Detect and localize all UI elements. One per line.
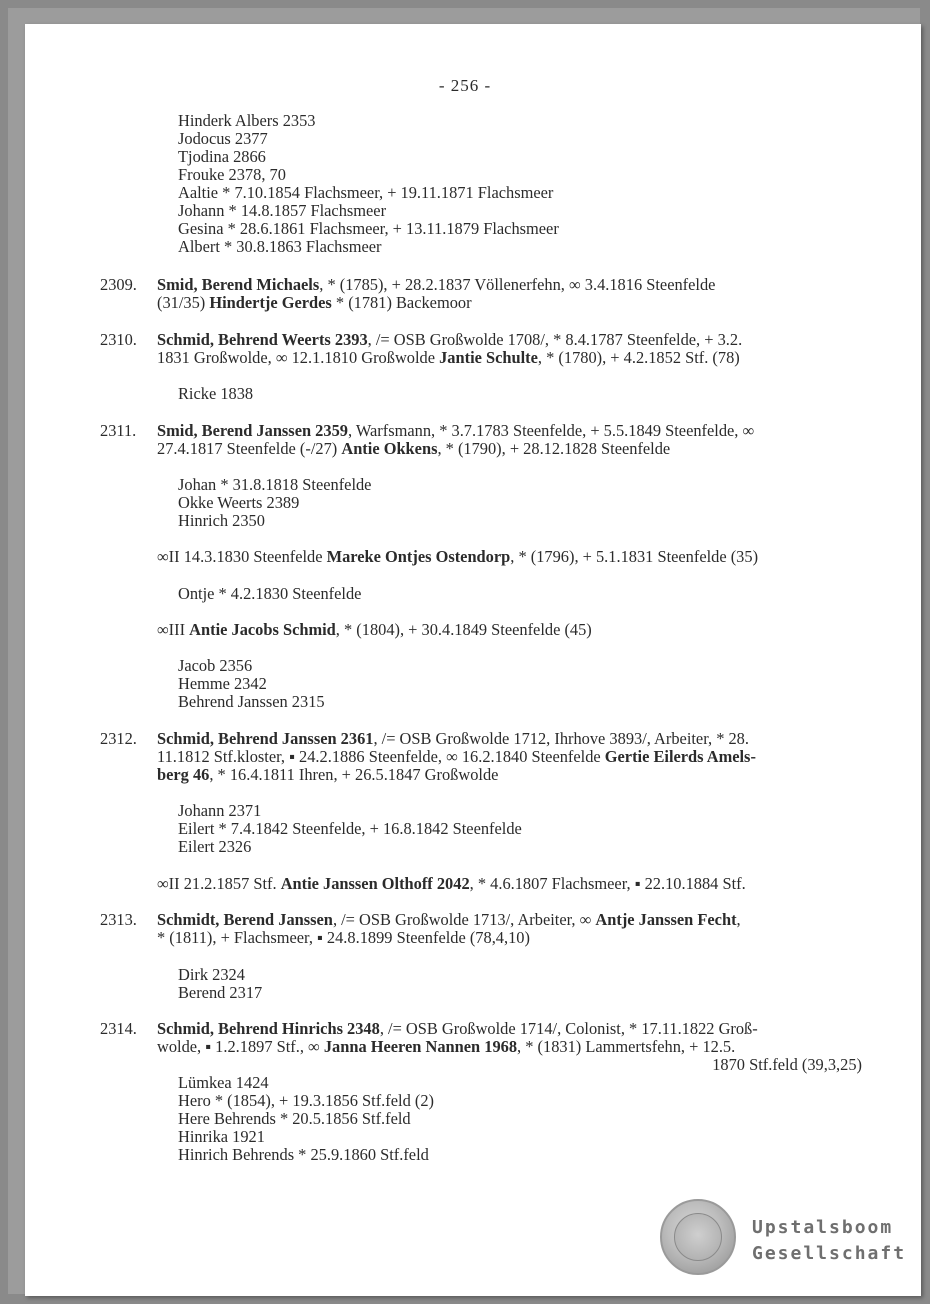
child-item: Hinrika 1921 — [178, 1127, 265, 1146]
child-item: Berend 2317 — [178, 983, 263, 1002]
child-item: Hero * (1854), + 19.3.1856 Stf.feld (2) — [178, 1091, 434, 1110]
entry-line — [157, 440, 670, 458]
spouse-name: Mareke Ontjes Ostendorp — [326, 547, 511, 566]
list-item: Tjodina 2866 — [178, 147, 266, 166]
entry-number: 2313. — [100, 910, 137, 929]
entry-line — [157, 276, 715, 294]
entry-number: 2312. — [100, 729, 137, 748]
child-item: Here Behrends * 20.5.1856 Stf.feld — [178, 1109, 411, 1128]
entry-line: * (1811), + Flachsmeer, ▪ 24.8.1899 Steenfelde (78,4,10) — [157, 928, 530, 947]
entry-text: * (1781) Backemoor — [331, 293, 472, 312]
entry-number: 2314. — [100, 1019, 137, 1038]
spouse-name: Gertie Eilerds Amels- — [604, 747, 756, 766]
child-item: Hinrich Behrends * 25.9.1860 Stf.feld — [178, 1145, 429, 1164]
spouse-name: berg 46 — [157, 765, 210, 784]
child-item: Eilert * 7.4.1842 Steenfelde, + 16.8.1842 Steenfelde — [178, 819, 522, 838]
child-item: Dirk 2324 — [178, 965, 245, 984]
child-item: Jacob 2356 — [178, 656, 253, 675]
person-name: Schmidt, Berend Janssen — [157, 910, 333, 929]
entry-text: ∞III — [157, 620, 190, 639]
child-item: Ontje * 4.2.1830 Steenfelde — [178, 584, 362, 603]
seal-icon — [660, 1199, 736, 1275]
entry-line — [157, 349, 740, 367]
org-name-line2: Gesellschaft — [752, 1243, 907, 1264]
child-item: Johann 2371 — [178, 801, 262, 820]
entry-text: , * (1831) Lammertsfehn, + 12.5. — [517, 1037, 736, 1056]
marriage-line — [157, 548, 758, 566]
child-item: Hinrich 2350 — [178, 511, 265, 530]
entry-text: , /= OSB Großwolde 1708/, * 8.4.1787 Steenfelde, + 3.2. — [367, 330, 743, 349]
child-item: Okke Weerts 2389 — [178, 493, 300, 512]
entry-text: , /= OSB Großwolde 1714/, Colonist, * 17.11.1822 Groß- — [379, 1019, 758, 1038]
marriage-line — [157, 621, 592, 639]
person-name: Smid, Berend Janssen 2359 — [157, 421, 348, 440]
entry-number: 2309. — [100, 275, 137, 294]
child-item: Johan * 31.8.1818 Steenfelde — [178, 475, 372, 494]
entry-text: , * (1796), + 5.1.1831 Steenfelde (35) — [510, 547, 759, 566]
child-item: Eilert 2326 — [178, 837, 252, 856]
list-item: Hinderk Albers 2353 — [178, 111, 316, 130]
entry-line — [157, 1020, 758, 1038]
entry-text: ∞II 14.3.1830 Steenfelde — [157, 547, 327, 566]
entry-text: , * (1790), + 28.12.1828 Steenfelde — [437, 439, 671, 458]
spouse-name: Antie Jacobs Schmid — [189, 620, 336, 639]
entry-text: , * (1785), + 28.2.1837 Völlenerfehn, ∞ 3.4.1816 Steenfelde — [319, 275, 716, 294]
list-item: Johann * 14.8.1857 Flachsmeer — [178, 201, 387, 220]
child-item: Ricke 1838 — [178, 384, 254, 403]
child-item: Behrend Janssen 2315 — [178, 692, 325, 711]
entry-text: , * 16.4.1811 Ihren, + 26.5.1847 Großwolde — [209, 765, 499, 784]
list-item: Jodocus 2377 — [178, 129, 268, 148]
spouse-name: Antie Okkens — [341, 439, 438, 458]
list-item: Gesina * 28.6.1861 Flachsmeer, + 13.11.1879 Flachsmeer — [178, 219, 559, 238]
entry-line — [157, 422, 754, 440]
child-item: Hemme 2342 — [178, 674, 267, 693]
entry-line — [157, 730, 749, 748]
document-page — [25, 24, 921, 1296]
entry-line — [157, 911, 741, 929]
entry-text: (31/35) — [157, 293, 210, 312]
person-name: Schmid, Behrend Janssen 2361 — [157, 729, 374, 748]
entry-text: , /= OSB Großwolde 1712, Ihrhove 3893/, Arbeiter, * 28. — [373, 729, 749, 748]
list-item: Aaltie * 7.10.1854 Flachsmeer, + 19.11.1871 Flachsmeer — [178, 183, 554, 202]
spouse-name: Jantie Schulte — [439, 348, 538, 367]
entry-line — [157, 294, 472, 312]
spouse-name: Janna Heeren Nannen 1968 — [323, 1037, 518, 1056]
page-number: - 256 - — [438, 76, 492, 95]
person-name: Schmid, Behrend Weerts 2393 — [157, 330, 368, 349]
entry-text: 1831 Großwolde, ∞ 12.1.1810 Großwolde — [157, 348, 440, 367]
entry-line — [157, 748, 756, 766]
spouse-name: Antie Janssen Olthoff 2042 — [280, 874, 470, 893]
entry-text: , * (1804), + 30.4.1849 Steenfelde (45) — [335, 620, 592, 639]
entry-line — [157, 1038, 735, 1056]
entry-text: , Warfsmann, * 3.7.1783 Steenfelde, + 5.5.1849 Steenfelde, ∞ — [347, 421, 755, 440]
entry-text: 11.1812 Stf.kloster, ▪ 24.2.1886 Steenfelde, ∞ 16.2.1840 Steenfelde — [157, 747, 605, 766]
org-name-line1: Upstalsboom — [752, 1217, 894, 1238]
spouse-name: Antje Janssen Fecht — [595, 910, 737, 929]
entry-line — [157, 766, 498, 784]
entry-text: , * (1780), + 4.2.1852 Stf. (78) — [537, 348, 740, 367]
marriage-line — [157, 875, 746, 893]
entry-number: 2311. — [100, 421, 137, 440]
person-name: Smid, Berend Michaels — [157, 275, 320, 294]
list-item: Albert * 30.8.1863 Flachsmeer — [178, 237, 382, 256]
entry-line: 1870 Stf.feld (39,3,25) — [712, 1055, 862, 1074]
entry-text: wolde, ▪ 1.2.1897 Stf., ∞ — [157, 1037, 324, 1056]
entry-text: ∞II 21.2.1857 Stf. — [157, 874, 281, 893]
entry-number: 2310. — [100, 330, 137, 349]
entry-line — [157, 331, 742, 349]
person-name: Schmid, Behrend Hinrichs 2348 — [157, 1019, 380, 1038]
entry-text: , — [736, 910, 741, 929]
entry-text: 27.4.1817 Steenfelde (-/27) — [157, 439, 342, 458]
child-item: Lümkea 1424 — [178, 1073, 269, 1092]
seal-inner — [674, 1213, 722, 1261]
entry-text: , * 4.6.1807 Flachsmeer, ▪ 22.10.1884 Stf. — [469, 874, 746, 893]
spouse-name: Hindertje Gerdes — [209, 293, 332, 312]
entry-text: , /= OSB Großwolde 1713/, Arbeiter, ∞ — [332, 910, 596, 929]
list-item: Frouke 2378, 70 — [178, 165, 286, 184]
